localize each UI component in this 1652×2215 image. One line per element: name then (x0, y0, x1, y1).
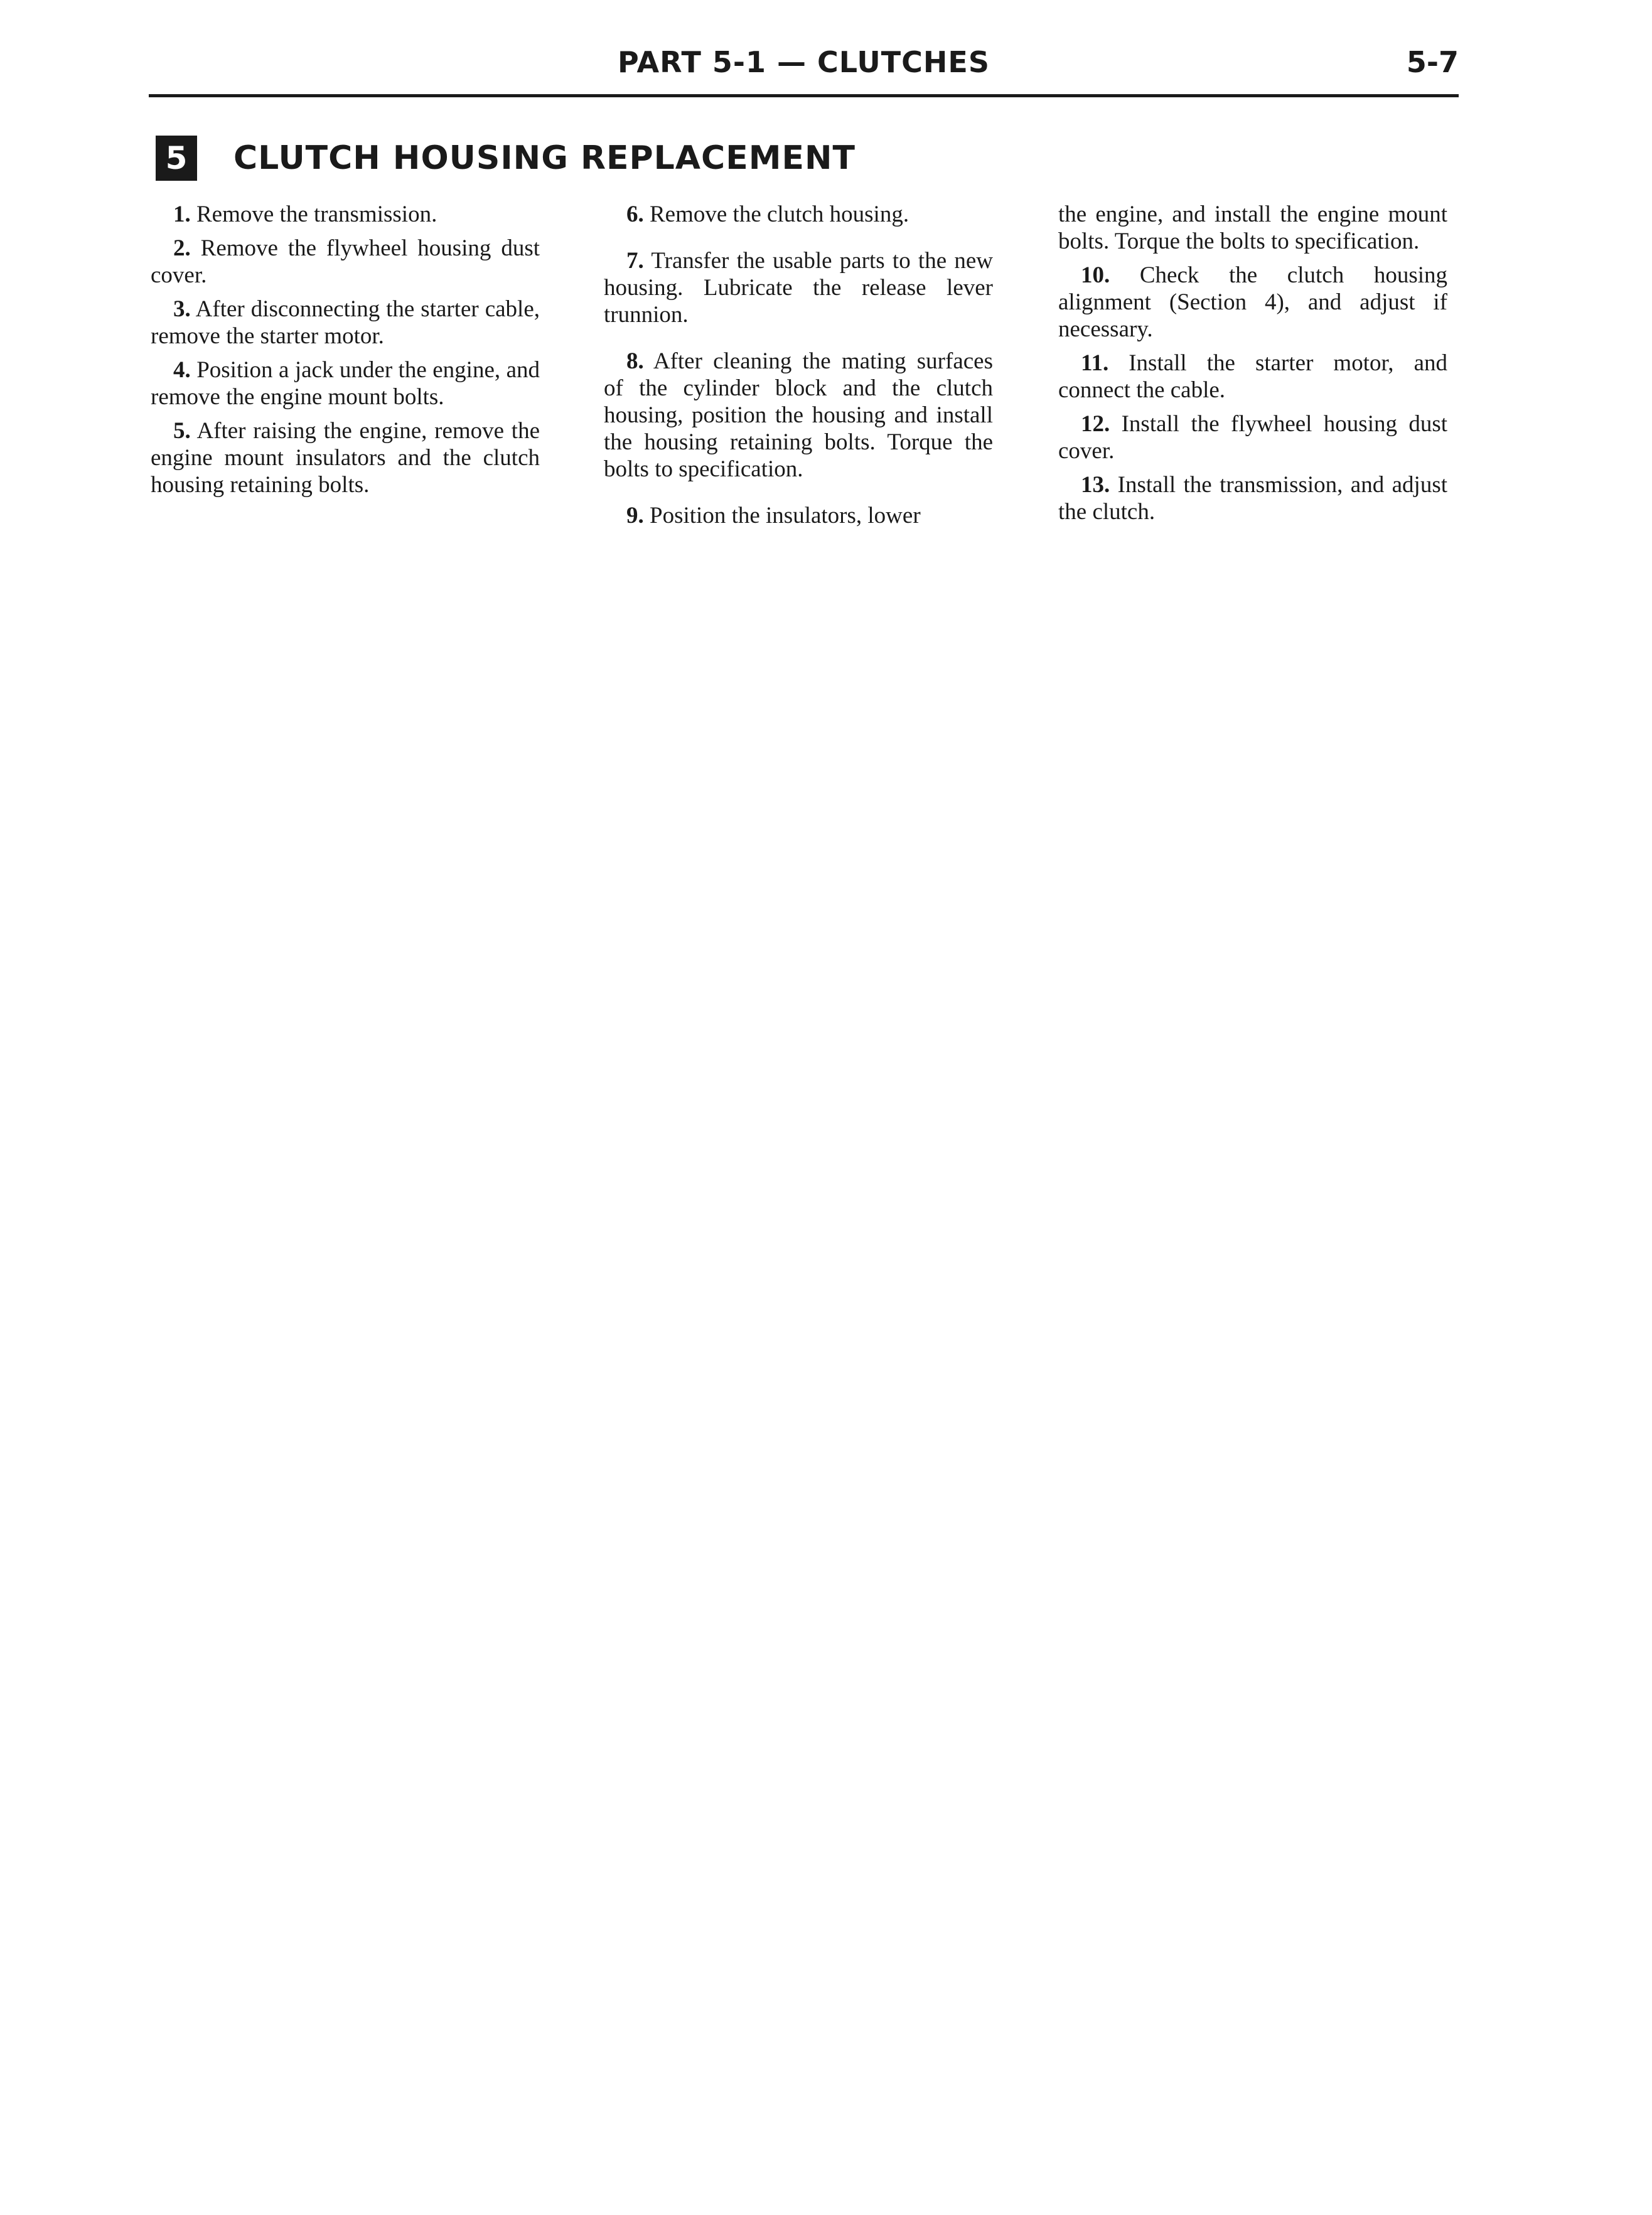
section-title: CLUTCH HOUSING REPLACEMENT (233, 139, 856, 177)
step-number: 10. (1081, 262, 1110, 288)
section-heading (156, 133, 856, 183)
step-text: Install the starter motor, and connect the cable. (1058, 350, 1447, 403)
step-number: 11. (1081, 350, 1109, 376)
page-header (149, 38, 1459, 95)
text-column-2 (604, 201, 993, 549)
procedure-step (151, 235, 540, 289)
procedure-step (604, 247, 993, 328)
step-text: Remove the flywheel housing dust cover. (151, 235, 540, 288)
step-number: 5. (173, 418, 191, 444)
procedure-step (151, 417, 540, 498)
step-text: After raising the engine, remove the engine mount insulators and the clutch housing retaining bolts. (151, 418, 540, 498)
procedure-step (1058, 350, 1447, 404)
step-text: Install the transmission, and adjust the clutch. (1058, 472, 1447, 525)
step-text: Transfer the usable parts to the new housing. Lubricate the release lever trunnion. (604, 248, 994, 328)
step-number: 6. (626, 201, 644, 227)
step-number: 1. (173, 201, 191, 227)
step-text: Remove the clutch housing. (650, 201, 909, 227)
procedure-step-continuation (1058, 201, 1447, 255)
step-number: 2. (173, 235, 191, 261)
procedure-step (604, 348, 993, 483)
step-number: 7. (626, 248, 644, 274)
header-rule (149, 94, 1459, 97)
procedure-step (604, 201, 993, 228)
procedure-step (151, 357, 540, 410)
step-number: 4. (173, 357, 191, 383)
step-text: Position the insulators, lower (650, 503, 921, 528)
procedure-step (604, 502, 993, 529)
section-number-badge: 5 (156, 136, 197, 181)
step-number: 8. (626, 348, 644, 374)
step-text: After disconnecting the starter cable, remove the starter motor. (151, 296, 540, 349)
procedure-step (1058, 410, 1447, 464)
step-number: 12. (1081, 411, 1110, 437)
part-title: PART 5-1 — CLUTCHES (618, 45, 990, 79)
procedure-step (151, 296, 540, 350)
page-number: 5-7 (1406, 45, 1459, 79)
step-text: Position a jack under the engine, and remove the engine mount bolts. (151, 357, 540, 410)
step-text: Check the clutch housing alignment (Section 4), and adjust if necessary. (1058, 262, 1447, 342)
procedure-step (1058, 471, 1447, 525)
step-text: Install the flywheel housing dust cover. (1058, 411, 1447, 464)
procedure-step (1058, 262, 1447, 343)
procedure-step (151, 201, 540, 228)
step-text: Remove the transmission. (196, 201, 437, 227)
step-text: After cleaning the mating surfaces of the cylinder block and the clutch housing, position the housing and install the housing retaining bolts. Torque the bolts to specification. (604, 348, 993, 482)
step-text: the engine, and install the engine mount bolts. Torque the bolts to specification. (1058, 201, 1447, 254)
text-column-3 (1058, 201, 1447, 532)
step-number: 9. (626, 503, 644, 528)
step-number: 13. (1081, 472, 1110, 498)
step-number: 3. (173, 296, 191, 322)
text-column-1 (151, 201, 540, 505)
